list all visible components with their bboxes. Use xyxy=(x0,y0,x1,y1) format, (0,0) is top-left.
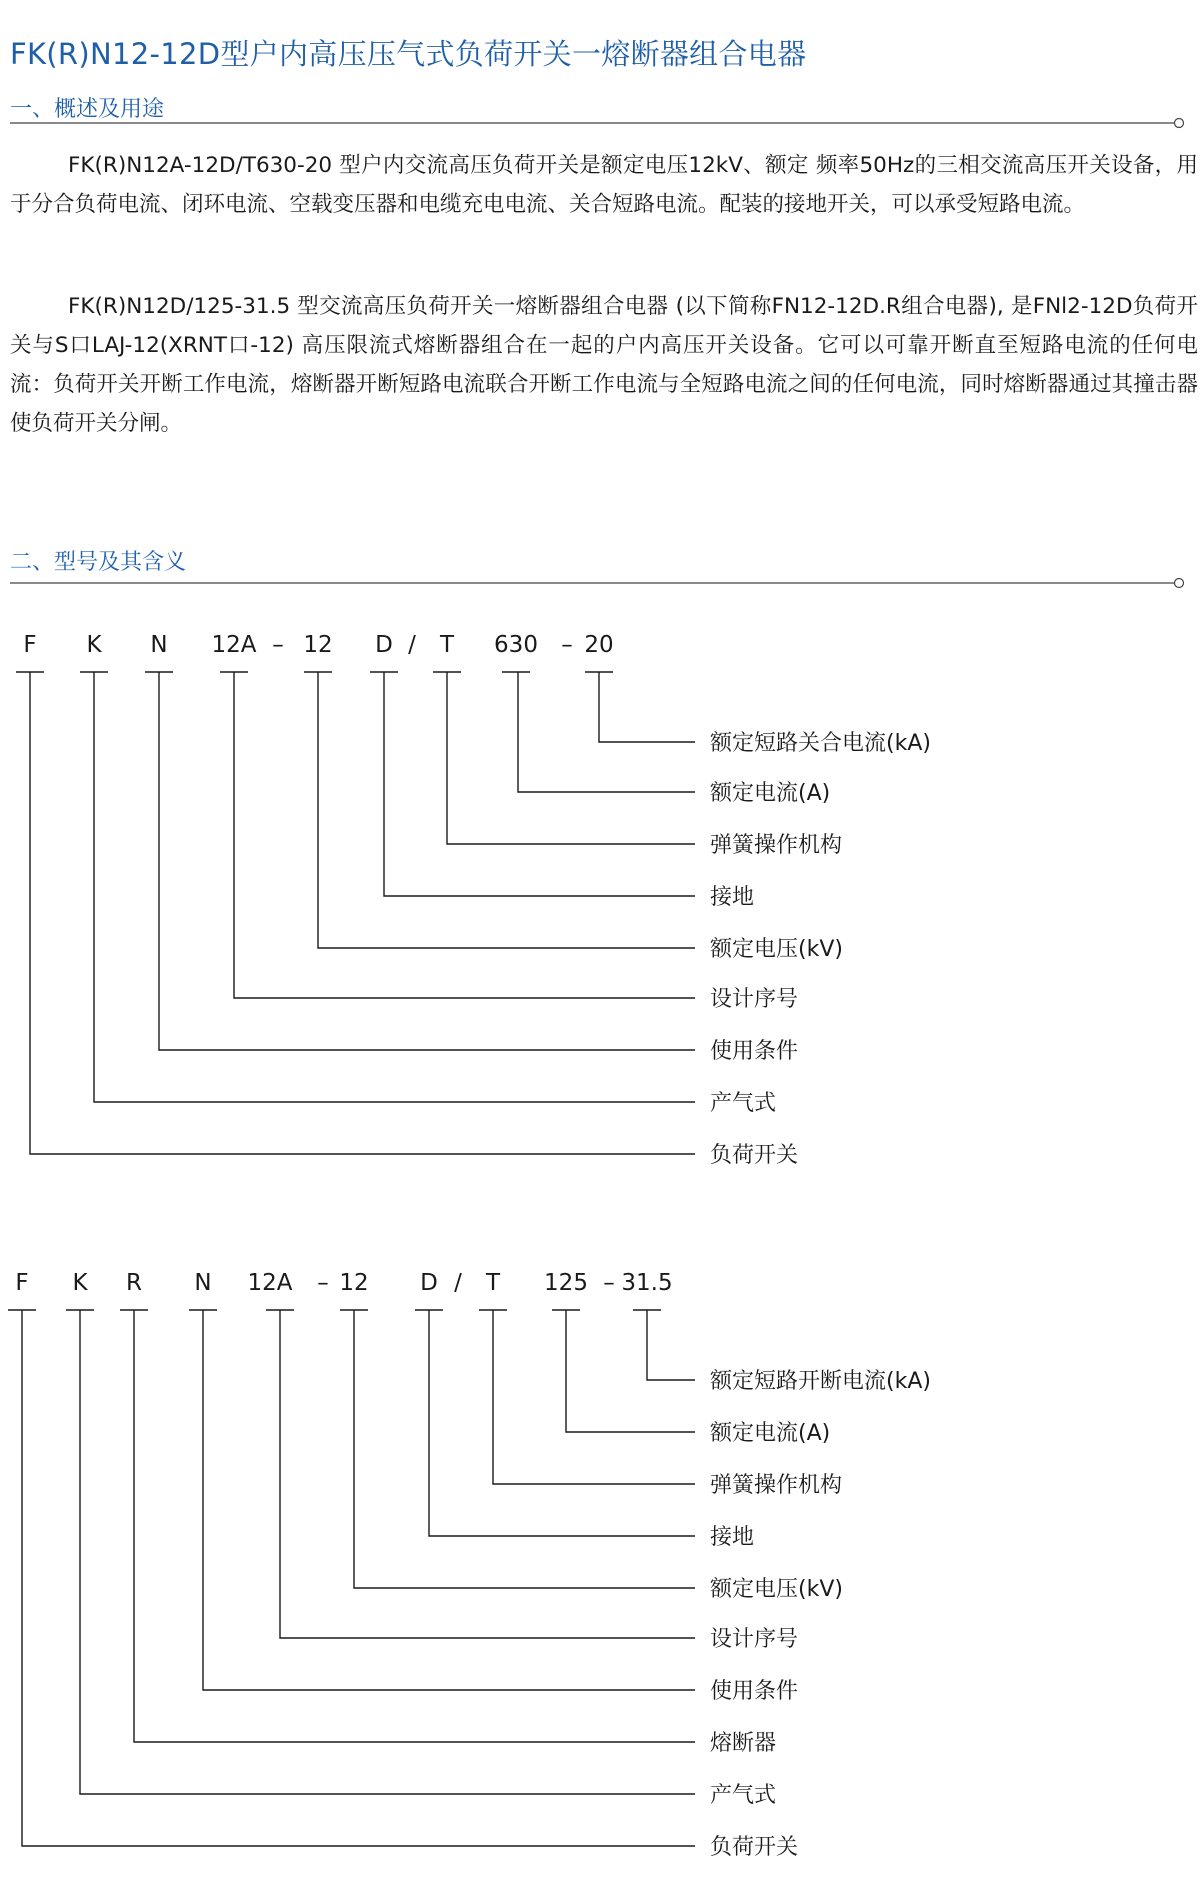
bracket-lines xyxy=(8,1310,695,1846)
overview-paragraph-2: FK(R)N12D/125-31.5 型交流高压负荷开关一熔断器组合电器 (以下简称FN12-12D.R组合电器), 是FNl2-12D负荷开关与S口LAJ-12(XRNT口-12) 高压限流式熔断器组合在一起的户内高压开关设备。它可以可靠开断直至短路电流的任何电流：负荷开关开断工作电流，熔断器开断短路电流联合开断工作电流与全短路电流之间的任何电流，同时熔断器通过其撞击器使负荷开关分闸。 xyxy=(10,294,1198,436)
meaning-label: 产气式 xyxy=(710,1783,777,1808)
code-letter: D xyxy=(420,1270,438,1296)
code-letter: 12 xyxy=(303,632,333,658)
meaning-label: 熔断器 xyxy=(710,1731,777,1756)
code-letter: K xyxy=(86,632,102,658)
code-letters xyxy=(15,1270,672,1296)
meaning-label: 设计序号 xyxy=(710,1627,799,1652)
meaning-label: 负荷开关 xyxy=(710,1143,799,1168)
code-letter: T xyxy=(439,632,455,658)
section-divider xyxy=(10,577,1186,589)
meaning-label: 弹簧操作机构 xyxy=(710,833,843,858)
meaning-label: 负荷开关 xyxy=(710,1835,799,1860)
meaning-label: 额定短路开断电流(kA) xyxy=(710,1369,931,1394)
code-letter: F xyxy=(15,1270,29,1296)
meaning-label: 接地 xyxy=(710,1525,755,1550)
document-title: FK(R)N12-12D型户内高压压气式负荷开关一熔断器组合电器 xyxy=(10,37,807,71)
code-letter: 12A xyxy=(211,632,257,658)
code-letter: – xyxy=(561,632,573,658)
meaning-label: 接地 xyxy=(710,885,755,910)
code-letter: R xyxy=(126,1270,142,1296)
code-letter: F xyxy=(23,632,37,658)
code-letter: 125 xyxy=(544,1270,588,1296)
code-letter: / xyxy=(454,1270,462,1296)
code-letter: D xyxy=(375,632,393,658)
overview-paragraph-1: FK(R)N12A-12D/T630-20 型户内交流高压负荷开关是额定电压12kV、额定 频率50Hz的三相交流高压开关设备，用于分合负荷电流、闭环电流、空载变压器和电缆充电电流、关合短路电流。配装的接地开关，可以承受短路电流。 xyxy=(10,153,1198,217)
section-heading-overview: 一、概述及用途 xyxy=(10,97,165,122)
section-divider xyxy=(10,117,1186,129)
code-letters xyxy=(23,632,613,658)
code-letter: – xyxy=(317,1270,329,1296)
meaning-label: 设计序号 xyxy=(710,987,799,1012)
meaning-labels xyxy=(710,1369,931,1860)
meaning-label: 额定电流(A) xyxy=(710,781,831,806)
code-letter: 630 xyxy=(494,632,538,658)
model-code-diagram-1 xyxy=(0,620,1200,1180)
code-letter: 20 xyxy=(584,632,614,658)
code-letter: / xyxy=(408,632,416,658)
meaning-label: 额定电压(kV) xyxy=(710,1577,843,1602)
code-letter: K xyxy=(72,1270,88,1296)
code-letter: T xyxy=(485,1270,501,1296)
code-letter: N xyxy=(150,632,168,658)
meaning-label: 产气式 xyxy=(710,1091,777,1116)
code-letter: N xyxy=(194,1270,212,1296)
code-letter: 31.5 xyxy=(621,1270,673,1296)
bracket-lines xyxy=(16,672,695,1154)
meaning-label: 额定短路关合电流(kA) xyxy=(710,731,931,756)
meaning-label: 使用条件 xyxy=(710,1679,799,1704)
code-letter: – xyxy=(272,632,284,658)
meaning-label: 使用条件 xyxy=(710,1039,799,1064)
meaning-labels xyxy=(710,731,931,1168)
meaning-label: 额定电压(kV) xyxy=(710,937,843,962)
model-code-diagram-2 xyxy=(0,1259,1200,1879)
section-heading-model: 二、型号及其含义 xyxy=(10,550,187,575)
code-letter: – xyxy=(603,1270,615,1296)
code-letter: 12A xyxy=(247,1270,293,1296)
code-letter: 12 xyxy=(339,1270,369,1296)
meaning-label: 额定电流(A) xyxy=(710,1421,831,1446)
meaning-label: 弹簧操作机构 xyxy=(710,1473,843,1498)
